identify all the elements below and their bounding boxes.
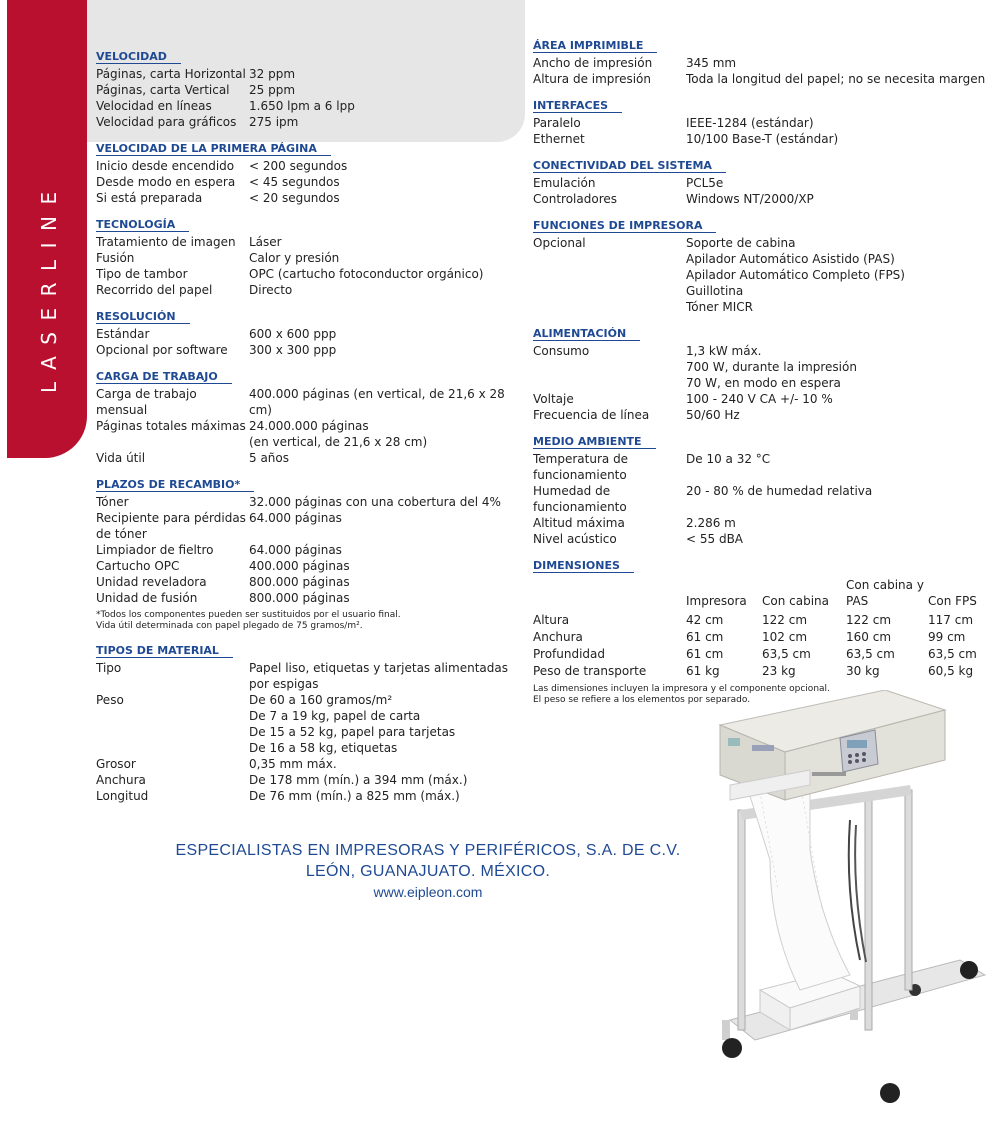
dimension-label: Profundidad: [533, 647, 606, 661]
spec-label: Desde modo en espera: [96, 175, 236, 189]
spec-row: [533, 483, 993, 499]
spec-row: [533, 235, 993, 251]
spec-value: Tóner MICR: [686, 300, 753, 314]
dimension-row: [533, 663, 988, 680]
spec-value: Toda la longitud del papel; no se necesita margen: [686, 72, 986, 86]
dimension-value: 99 cm: [928, 630, 966, 644]
spec-label: [533, 375, 686, 391]
spec-row: [533, 359, 993, 375]
spec-value: 1.650 lpm a 6 lpp: [249, 99, 355, 113]
spec-section-area-imprimible: [533, 37, 993, 87]
spec-row: [96, 234, 526, 250]
spec-section-carga-de-trabajo: [96, 368, 526, 466]
spec-label: Vida útil: [96, 451, 146, 465]
spec-value: IEEE-1284 (estándar): [686, 116, 814, 130]
spec-value: [249, 526, 526, 542]
spec-value: De 178 mm (mín.) a 394 mm (máx.): [249, 773, 468, 787]
printer-image: [700, 690, 990, 1110]
spec-label: Cartucho OPC: [96, 559, 180, 573]
dimension-value: 160 cm: [846, 630, 892, 644]
spec-row: [533, 267, 993, 283]
spec-section-velocidad-de-la-primera-pagina: [96, 140, 526, 206]
spec-value: 800.000 páginas: [249, 575, 350, 589]
company-footer: [120, 840, 736, 902]
spec-label: [96, 676, 249, 692]
spec-row: [96, 510, 526, 526]
left-column: [96, 48, 526, 814]
spec-label: Páginas, carta Horizontal: [96, 67, 246, 81]
spec-row: [96, 282, 526, 298]
spec-value: 24.000.000 páginas: [249, 419, 369, 433]
spec-row: [96, 788, 526, 804]
spec-value: De 16 a 58 kg, etiquetas: [249, 741, 398, 755]
spec-row: [533, 451, 993, 467]
spec-label: [533, 299, 686, 315]
spec-row: [96, 114, 526, 130]
spec-value: Soporte de cabina: [686, 236, 796, 250]
spec-row: [533, 407, 993, 423]
company-name: ESPECIALISTAS EN IMPRESORAS Y PERIFÉRICOS, S.A. DE C.V.: [175, 842, 681, 859]
spec-section-medio-ambiente: [533, 433, 993, 547]
dimension-value: 61 kg: [686, 664, 720, 678]
dim-header: Con FPS: [928, 594, 977, 608]
dimension-value: 122 cm: [846, 613, 892, 627]
dimension-label: Anchura: [533, 630, 583, 644]
spec-row: [96, 772, 526, 788]
dimension-value: 61 cm: [686, 630, 724, 644]
spec-value: De 15 a 52 kg, papel para tarjetas: [249, 725, 456, 739]
spec-value: 5 años: [249, 451, 290, 465]
dimension-row: [533, 629, 988, 646]
right-column: [533, 37, 993, 716]
spec-label: Páginas, carta Vertical: [96, 83, 230, 97]
spec-label: [96, 740, 249, 756]
section-title: VELOCIDAD: [96, 50, 181, 64]
dimension-value: 117 cm: [928, 613, 974, 627]
spec-section-resolucion: [96, 308, 526, 358]
dimension-value: 23 kg: [762, 664, 796, 678]
spec-row: [533, 299, 993, 315]
spec-row: [96, 158, 526, 174]
spec-label: Inicio desde encendido: [96, 159, 235, 173]
spec-value: 2.286 m: [686, 516, 736, 530]
spec-value: Apilador Automático Asistido (PAS): [686, 252, 895, 266]
dimension-value: 122 cm: [762, 613, 808, 627]
spec-value: 0,35 mm máx.: [249, 757, 337, 771]
spec-label: [533, 251, 686, 267]
dimension-row: [533, 646, 988, 663]
spec-section-dimensiones: [533, 557, 993, 706]
spec-label: Controladores: [533, 192, 617, 206]
dimension-value: 60,5 kg: [928, 664, 974, 678]
dim-header: Con cabina y PAS: [846, 578, 924, 608]
dimensions-table: [533, 577, 988, 680]
spec-label: Anchura: [96, 773, 146, 787]
spec-value: OPC (cartucho fotoconductor orgánico): [249, 267, 484, 281]
section-title: ÁREA IMPRIMIBLE: [533, 39, 657, 53]
spec-row: [96, 434, 526, 450]
spec-row: [96, 418, 526, 434]
spec-value: 70 W, en modo en espera: [686, 376, 841, 390]
spec-row: [96, 708, 526, 724]
spec-label: Ancho de impresión: [533, 56, 653, 70]
spec-label: Tipo: [96, 661, 122, 675]
spec-label: Peso: [96, 693, 124, 707]
spec-row: [96, 98, 526, 114]
section-title: INTERFACES: [533, 99, 622, 113]
spec-label: Si está preparada: [96, 191, 203, 205]
spec-value: 800.000 páginas: [249, 591, 350, 605]
spec-label: de tóner: [96, 527, 147, 541]
spec-row: [96, 542, 526, 558]
spec-row: [96, 660, 526, 676]
spec-row: [96, 558, 526, 574]
spec-row: [533, 115, 993, 131]
spec-value: < 45 segundos: [249, 175, 340, 189]
spec-label: Emulación: [533, 176, 596, 190]
spec-value: 32.000 páginas con una cobertura del 4%: [249, 495, 501, 509]
spec-value: < 55 dBA: [686, 532, 744, 546]
spec-section-tipos-de-material: [96, 642, 526, 804]
note-line: *Todos los componentes pueden ser sustituidos por el usuario final.: [96, 610, 401, 620]
spec-value: [686, 467, 993, 483]
spec-value: 700 W, durante la impresión: [686, 360, 857, 374]
dimension-value: 63,5 cm: [846, 647, 895, 661]
dim-header: Con cabina: [762, 594, 830, 608]
spec-label: [533, 267, 686, 283]
spec-row: [533, 55, 993, 71]
spec-label: [533, 359, 686, 375]
spec-value: Guillotina: [686, 284, 744, 298]
spec-section-interfaces: [533, 97, 993, 147]
spec-row: [96, 190, 526, 206]
spec-label: Opcional por software: [96, 343, 228, 357]
spec-row: [96, 266, 526, 282]
spec-label: Recorrido del papel: [96, 283, 213, 297]
spec-label: funcionamiento: [533, 468, 627, 482]
spec-section-velocidad: [96, 48, 526, 130]
spec-label: Recipiente para pérdidas: [96, 511, 246, 525]
dimension-value: 30 kg: [846, 664, 880, 678]
spec-label: Altitud máxima: [533, 516, 625, 530]
spec-row: [533, 191, 993, 207]
spec-section-plazos-de-recambio: [96, 476, 526, 632]
dimension-value: 61 cm: [686, 647, 724, 661]
spec-row: [533, 131, 993, 147]
spec-value: 300 x 300 ppp: [249, 343, 337, 357]
section-title: ALIMENTACIÓN: [533, 327, 640, 341]
spec-value: por espigas: [249, 677, 319, 691]
spec-row: [96, 250, 526, 266]
spec-value: PCL5e: [686, 176, 724, 190]
spec-row: [96, 386, 526, 418]
dimension-label: Altura: [533, 613, 570, 627]
spec-value: De 60 a 160 gramos/m²: [249, 693, 393, 707]
spec-value: 600 x 600 ppp: [249, 327, 337, 341]
section-title: CARGA DE TRABAJO: [96, 370, 232, 384]
spec-label: Ethernet: [533, 132, 585, 146]
dim-header: Impresora: [686, 594, 747, 608]
spec-value: Láser: [249, 235, 282, 249]
spec-row: [96, 494, 526, 510]
spec-label: Velocidad para gráficos: [96, 115, 237, 129]
note-line: El peso se refiere a los elementos por separado.: [533, 695, 751, 705]
spec-value: 10/100 Base-T (estándar): [686, 132, 839, 146]
note-line: Vida útil determinada con papel plegado de 75 gramos/m².: [96, 621, 363, 631]
spec-row: [533, 283, 993, 299]
spec-label: Temperatura de: [533, 452, 629, 466]
spec-row: [96, 326, 526, 342]
spec-row: [533, 343, 993, 359]
spec-value: 25 ppm: [249, 83, 296, 97]
spec-value: De 76 mm (mín.) a 825 mm (máx.): [249, 789, 460, 803]
spec-value: De 7 a 19 kg, papel de carta: [249, 709, 421, 723]
spec-row: [96, 590, 526, 606]
spec-row: [96, 82, 526, 98]
spec-row: [533, 375, 993, 391]
dimension-value: 63,5 cm: [762, 647, 811, 661]
section-title: PLAZOS DE RECAMBIO*: [96, 478, 254, 492]
spec-label: Limpiador de fieltro: [96, 543, 214, 557]
spec-value: 20 - 80 % de humedad relativa: [686, 484, 873, 498]
spec-row: [96, 740, 526, 756]
spec-section-tecnologia: [96, 216, 526, 298]
spec-label: [96, 708, 249, 724]
spec-label: Estándar: [96, 327, 150, 341]
spec-row: [533, 391, 993, 407]
spec-label: Opcional: [533, 236, 586, 250]
brand-label: LASERLINE: [37, 180, 61, 394]
dimension-value: 42 cm: [686, 613, 724, 627]
spec-row: [96, 526, 526, 542]
spec-label: Humedad de: [533, 484, 611, 498]
spec-value: [686, 499, 993, 515]
dimension-value: 102 cm: [762, 630, 808, 644]
spec-label: Páginas totales máximas: [96, 419, 246, 433]
spec-value: 400.000 páginas: [249, 559, 350, 573]
spec-row: [533, 71, 993, 87]
spec-value: 64.000 páginas: [249, 511, 342, 525]
spec-row: [96, 174, 526, 190]
section-title: VELOCIDAD DE LA PRIMERA PÁGINA: [96, 142, 331, 156]
spec-value: 275 ipm: [249, 115, 299, 129]
spec-row: [96, 676, 526, 692]
spec-label: Voltaje: [533, 392, 574, 406]
section-title: FUNCIONES DE IMPRESORA: [533, 219, 716, 233]
spec-row: [96, 574, 526, 590]
spec-label: Unidad reveladora: [96, 575, 207, 589]
spec-label: [96, 434, 249, 450]
spec-row: [96, 724, 526, 740]
section-title: TIPOS DE MATERIAL: [96, 644, 233, 658]
spec-row: [533, 175, 993, 191]
dimension-row: [533, 612, 988, 629]
spec-value: < 200 segundos: [249, 159, 348, 173]
spec-row: [533, 515, 993, 531]
spec-label: [96, 724, 249, 740]
section-title: DIMENSIONES: [533, 559, 634, 573]
section-title: MEDIO AMBIENTE: [533, 435, 656, 449]
section-title: CONECTIVIDAD DEL SISTEMA: [533, 159, 726, 173]
spec-label: Longitud: [96, 789, 149, 803]
spec-value: < 20 segundos: [249, 191, 340, 205]
spec-value: Windows NT/2000/XP: [686, 192, 814, 206]
section-title: TECNOLOGÍA: [96, 218, 189, 232]
spec-label: Nivel acústico: [533, 532, 617, 546]
spec-value: De 10 a 32 °C: [686, 452, 771, 466]
section-title: RESOLUCIÓN: [96, 310, 190, 324]
company-location: LEÓN, GUANAJUATO. MÉXICO.: [305, 863, 551, 880]
spec-label: Grosor: [96, 757, 136, 771]
spec-value: Calor y presión: [249, 251, 340, 265]
spec-row: [96, 66, 526, 82]
spec-label: Consumo: [533, 344, 590, 358]
dimension-label: Peso de transporte: [533, 664, 647, 678]
spec-value: 400.000 páginas (en vertical, de 21,6 x 28 cm): [249, 387, 505, 417]
spec-label: Unidad de fusión: [96, 591, 198, 605]
spec-row: [96, 756, 526, 772]
dimension-value: 63,5 cm: [928, 647, 977, 661]
spec-label: Velocidad en líneas: [96, 99, 212, 113]
spec-row: [533, 499, 993, 515]
spec-label: Paralelo: [533, 116, 581, 130]
spec-value: 345 mm: [686, 56, 737, 70]
spec-label: Tipo de tambor: [96, 267, 188, 281]
spec-label: Tratamiento de imagen: [96, 235, 236, 249]
spec-value: 64.000 páginas: [249, 543, 342, 557]
spec-value: 50/60 Hz: [686, 408, 740, 422]
spec-value: Directo: [249, 283, 293, 297]
spec-row: [533, 467, 993, 483]
spec-label: Fusión: [96, 251, 135, 265]
spec-value: 1,3 kW máx.: [686, 344, 762, 358]
spec-section-alimentacion: [533, 325, 993, 423]
spec-value: (en vertical, de 21,6 x 28 cm): [249, 435, 428, 449]
note-line: Las dimensiones incluyen la impresora y el componente opcional.: [533, 684, 830, 694]
spec-row: [96, 342, 526, 358]
spec-section-funciones-de-impresora: [533, 217, 993, 315]
section-note: [96, 610, 526, 632]
spec-label: Carga de trabajo mensual: [96, 387, 197, 417]
spec-value: Apilador Automático Completo (FPS): [686, 268, 905, 282]
spec-row: [96, 692, 526, 708]
spec-row: [533, 531, 993, 547]
spec-value: 32 ppm: [249, 67, 296, 81]
spec-row: [533, 251, 993, 267]
spec-label: funcionamiento: [533, 500, 627, 514]
spec-label: Tóner: [96, 495, 129, 509]
spec-label: Altura de impresión: [533, 72, 651, 86]
spec-label: Frecuencia de línea: [533, 408, 650, 422]
spec-section-conectividad-del-sistema: [533, 157, 993, 207]
spec-row: [96, 450, 526, 466]
spec-label: [533, 283, 686, 299]
spec-value: Papel liso, etiquetas y tarjetas alimentadas: [249, 661, 508, 675]
spec-value: 100 - 240 V CA +/- 10 %: [686, 392, 833, 406]
company-website[interactable]: www.eipleon.com: [373, 884, 483, 900]
